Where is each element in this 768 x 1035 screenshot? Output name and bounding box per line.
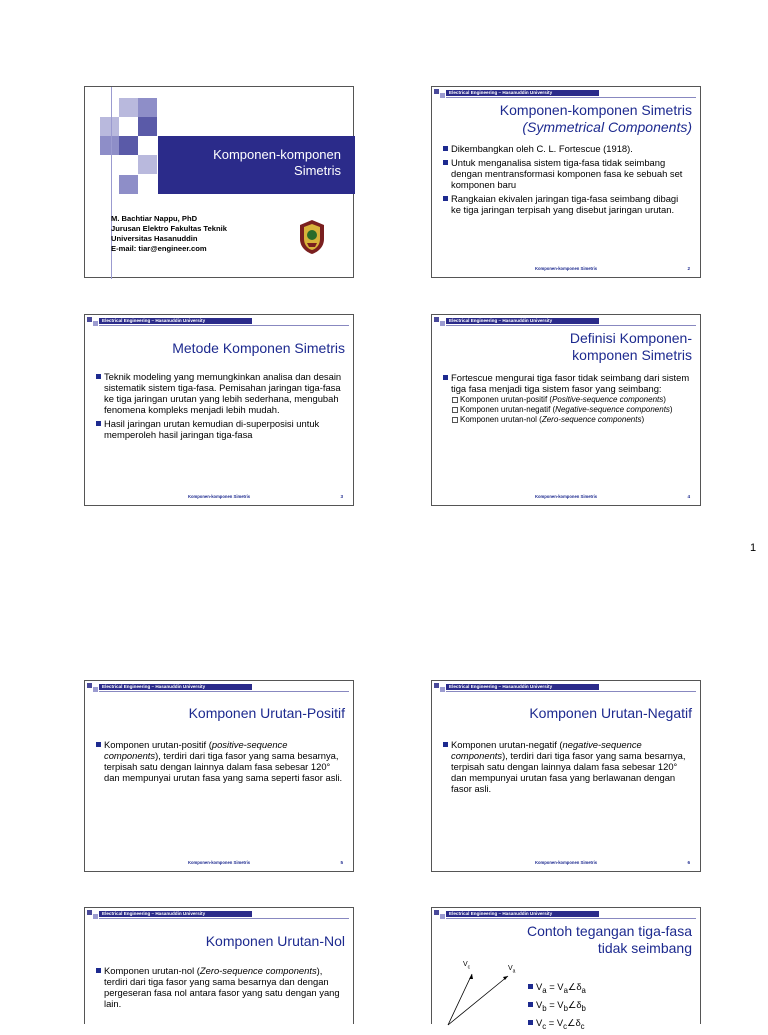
slide-7 — [84, 907, 354, 1024]
sub-bullet-item: Komponen urutan-positif (Positive-sequence components) — [451, 395, 690, 404]
sub-bullet-item: Komponen urutan-negatif (Negative-sequence components) — [451, 405, 690, 414]
decor-square — [93, 321, 98, 326]
header-bar: Electrical Engineering – Hasanuddin University — [99, 318, 252, 324]
decor-square — [138, 117, 157, 136]
bullet-list — [95, 965, 343, 1012]
phasor-equation: $V_c$ = $V_c\angle\delta_c$ — [527, 1017, 586, 1032]
header-line — [99, 325, 349, 326]
slide-title-line: Definisi Komponen- — [569, 330, 692, 346]
slide-title: Metode Komponen Simetris — [172, 340, 345, 356]
header-bar: Electrical Engineering – Hasanuddin University — [99, 911, 252, 917]
slide-number: 5 — [340, 860, 343, 865]
bullet-text: Fortescue mengurai tiga fasor tidak seimbang dari sistem tiga fasa menjadi tiga sistem fasor yang seimbang: — [451, 372, 690, 394]
decor-square — [434, 683, 439, 688]
slide-title-line: komponen Simetris — [572, 347, 692, 363]
slide-title — [213, 147, 341, 179]
slide-footer: Komponen-komponen Simetris — [534, 266, 598, 271]
slide-title-line: (Symmetrical Components) — [522, 119, 692, 135]
decor-square — [87, 683, 92, 688]
slide-header — [85, 908, 353, 922]
slide-5 — [84, 680, 354, 872]
decor-square — [100, 117, 119, 136]
slide-3 — [84, 314, 354, 506]
decor-square — [87, 910, 92, 915]
bullet-item: Dikembangkan oleh C. L. Fortescue (1918). — [442, 143, 690, 154]
header-bar: Electrical Engineering – Hasanuddin University — [446, 90, 599, 96]
slide-title: Komponen Urutan-Negatif — [529, 705, 692, 721]
slide-title — [570, 330, 692, 364]
header-line — [446, 97, 696, 98]
phasor-va-line — [448, 976, 508, 1025]
slide-title-line: Komponen-komponen Simetris — [499, 102, 692, 118]
header-line — [99, 691, 349, 692]
arrowhead-icon — [469, 974, 473, 979]
bullet-list — [442, 739, 690, 797]
slide-number: 4 — [687, 494, 690, 499]
sub-bullet-list — [451, 395, 690, 424]
decor-square — [100, 136, 119, 155]
phasor-vc-line — [448, 974, 472, 1025]
decor-square — [434, 910, 439, 915]
bullet-item: Hasil jaringan urutan kemudian di-superposisi untuk memperoleh hasil jaringan tiga-fasa — [95, 418, 343, 440]
bullet-item: Komponen urutan-positif (positive-sequence components), terdiri dari tiga fasor yang sama besarnya, terpisah satu dengan lainnya dalam fasa sebesar 120° dan mempunyai urutan fasa yang sama seperti fasor asli. — [95, 739, 343, 783]
page-number: 1 — [750, 542, 757, 554]
author-department: Jurusan Elektro Fakultas Teknik — [111, 224, 227, 233]
slide-footer: Komponen-komponen Simetris — [187, 860, 251, 865]
slide-number: 2 — [687, 266, 690, 271]
university-crest-icon — [298, 219, 326, 255]
header-bar: Electrical Engineering – Hasanuddin University — [99, 684, 252, 690]
slide-title — [500, 102, 692, 136]
author-name: M. Bachtiar Nappu, PhD — [111, 214, 198, 223]
decor-square — [138, 98, 157, 117]
slide-footer: Komponen-komponen Simetris — [534, 494, 598, 499]
slide-header — [432, 315, 700, 329]
slide-title-line: Contoh tegangan tiga-fasa — [526, 923, 692, 939]
slide-title — [527, 923, 692, 957]
slide-header — [432, 681, 700, 695]
phasor-equation-list — [527, 981, 586, 1035]
decor-square — [440, 321, 445, 326]
header-line — [446, 918, 696, 919]
decor-square — [119, 136, 138, 155]
bullet-list — [95, 739, 343, 786]
slide-1-title — [84, 86, 354, 278]
bullet-list — [442, 372, 690, 427]
slide-header — [85, 681, 353, 695]
slide-number: 6 — [687, 860, 690, 865]
slide-number: 3 — [340, 494, 343, 499]
header-line — [446, 691, 696, 692]
author-university: Universitas Hasanuddin — [111, 234, 198, 243]
decor-square — [440, 687, 445, 692]
bullet-item: Rangkaian ekivalen jaringan tiga-fasa seimbang dibagi ke tiga jaringan terpisah yang disebut jaringan urutan. — [442, 193, 690, 215]
decor-square — [93, 914, 98, 919]
bullet-item: Komponen urutan-negatif (negative-sequence components), terdiri dari tiga fasor yang sama besarnya, terpisah satu dengan lainnya dalam fasa sebesar 120° dan mempunyai urutan fasa yang berlawanan dengan fasor asli. — [442, 739, 690, 794]
phasor-label-va: $V_a$ — [508, 965, 516, 975]
slide-6 — [431, 680, 701, 872]
bullet-item: Untuk menganalisa sistem tiga-fasa tidak seimbang dengan mentransformasi komponen fasa ke sebuah set komponen baru — [442, 157, 690, 190]
header-bar: Electrical Engineering – Hasanuddin University — [446, 684, 599, 690]
decor-square — [119, 175, 138, 194]
slide-footer: Komponen-komponen Simetris — [187, 494, 251, 499]
slide-4 — [431, 314, 701, 506]
phasor-diagram — [442, 962, 532, 1025]
bullet-item: Komponen urutan-nol (Zero-sequence components), terdiri dari tiga fasor yang sama besarnya dan dengan pergeseran fasa nol antara fasor yang satu dengan yang lain. — [95, 965, 343, 1009]
header-bar: Electrical Engineering – Hasanuddin University — [446, 911, 599, 917]
slide-header — [432, 87, 700, 101]
phasor-label-vc: $V_c$ — [463, 961, 471, 971]
slide-header — [85, 315, 353, 329]
bullet-item: Teknik modeling yang memungkinkan analisa dan desain sistematik sistem tiga-fasa. Pemisahan jaringan tiga-fasa ke tiga jaringan urutan yang lebih sederhana, mengubah fenomena kompleks menjadi lebih mudah. — [95, 371, 343, 415]
slide-header — [432, 908, 700, 922]
bullet-list — [442, 143, 690, 218]
slide-title-line: tidak seimbang — [597, 940, 692, 956]
decor-square — [440, 93, 445, 98]
sub-bullet-item: Komponen urutan-nol (Zero-sequence components) — [451, 415, 690, 424]
slide-footer: Komponen-komponen Simetris — [534, 860, 598, 865]
decor-square — [119, 98, 138, 117]
author-block — [111, 214, 227, 254]
phasor-equation: $V_b$ = $V_b\angle\delta_b$ — [527, 999, 586, 1014]
slide-title-line: Simetris — [294, 163, 341, 178]
header-line — [446, 325, 696, 326]
decor-square — [93, 687, 98, 692]
header-bar: Electrical Engineering – Hasanuddin University — [446, 318, 599, 324]
slide-title: Komponen Urutan-Positif — [188, 705, 345, 721]
header-line — [99, 918, 349, 919]
slide-2 — [431, 86, 701, 278]
decor-square — [434, 317, 439, 322]
phasor-equation: $V_a$ = $V_a\angle\delta_a$ — [527, 981, 586, 996]
slide-title: Komponen Urutan-Nol — [205, 933, 345, 949]
decor-square — [138, 155, 157, 174]
decor-square — [87, 317, 92, 322]
decor-square — [440, 914, 445, 919]
bullet-item — [442, 372, 690, 424]
slide-title-line: Komponen-komponen — [213, 147, 341, 162]
bullet-list — [95, 371, 343, 443]
decor-square — [434, 89, 439, 94]
slide-8 — [431, 907, 701, 1031]
author-email: E-mail: tiar@engineer.com — [111, 244, 207, 253]
